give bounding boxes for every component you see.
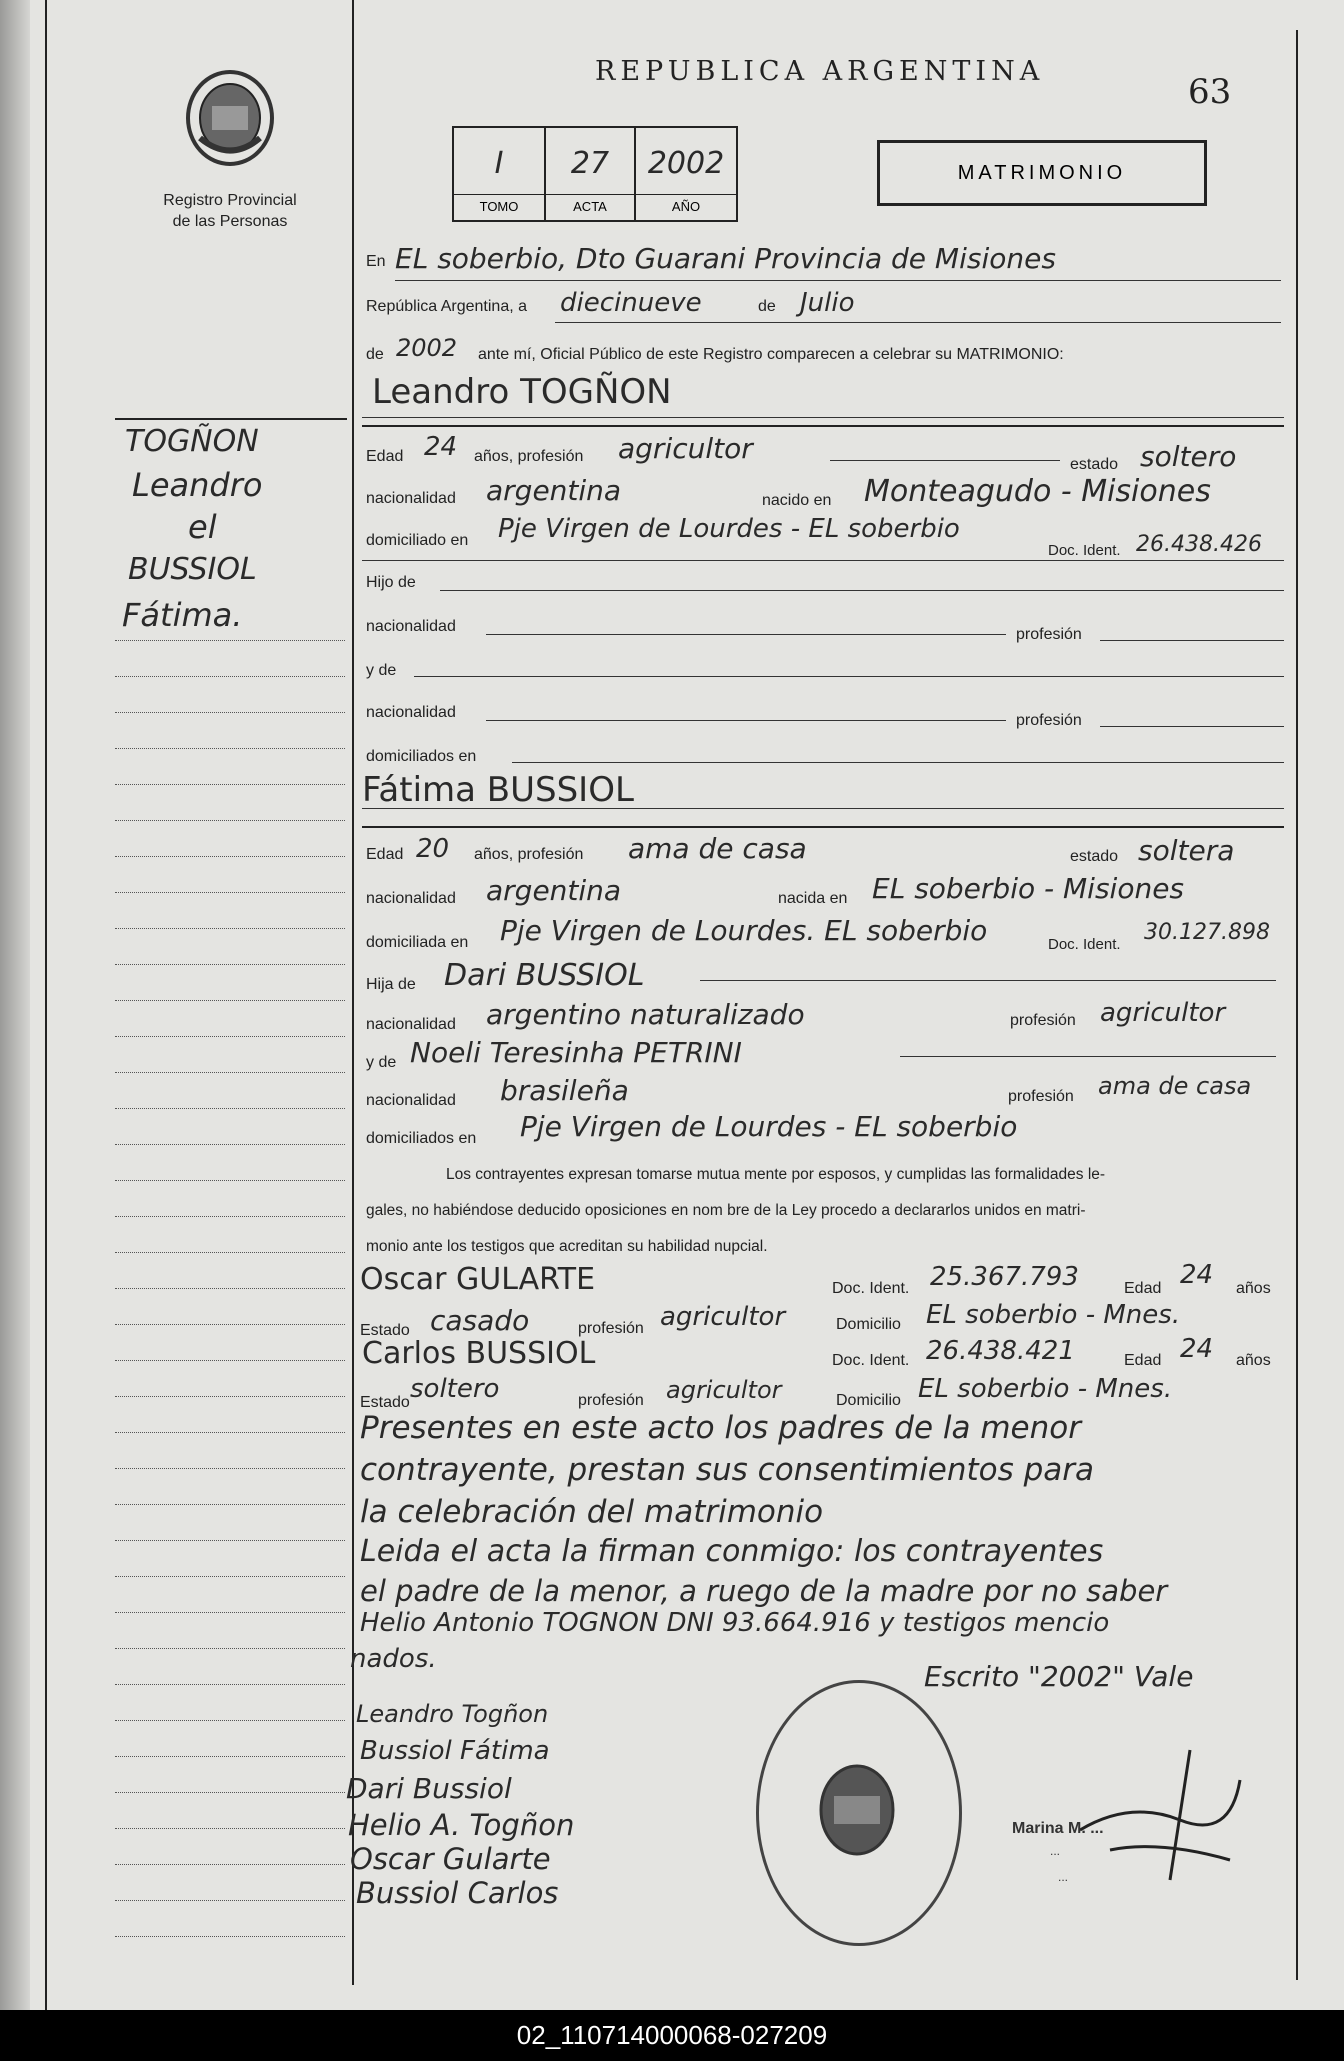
margin-note-1: TOGÑON xyxy=(125,424,259,459)
margin-ruling-line xyxy=(115,1072,345,1073)
groom-nacido-label: nacido en xyxy=(762,492,832,509)
signature-bride: Bussiol Fátima xyxy=(360,1736,550,1766)
margin-ruling-line xyxy=(115,1216,345,1217)
margin-ruling-line xyxy=(115,1288,345,1289)
witness2-estado-label: Estado xyxy=(360,1394,410,1411)
margin-ruling-line xyxy=(115,748,345,749)
groom-nac2-line xyxy=(486,634,1006,635)
witness2-domicile: EL soberbio - Mnes. xyxy=(918,1374,1173,1404)
groom-dom-label: domiciliado en xyxy=(366,532,469,549)
bride-mother-profession: ama de casa xyxy=(1098,1072,1252,1100)
witness1-domicile: EL soberbio - Mnes. xyxy=(926,1300,1181,1330)
witness2-prof-label: profesión xyxy=(578,1392,644,1409)
witness1-dom-label: Domicilio xyxy=(836,1316,901,1333)
witness1-estado-label: Estado xyxy=(360,1322,410,1339)
groom-age: 24 xyxy=(424,432,458,462)
left-margin-rule xyxy=(45,0,47,2010)
margin-note-4: BUSSIOL xyxy=(128,552,257,587)
bride-prof-f-label: profesión xyxy=(1010,1012,1076,1029)
margin-ruling-line xyxy=(115,712,345,713)
groom-yde-line xyxy=(414,676,1284,677)
margin-ruling-line xyxy=(115,1504,345,1505)
margin-ruling-line xyxy=(115,1936,345,1937)
margin-note-3: el xyxy=(188,508,217,546)
margin-ruling-line xyxy=(115,1648,345,1649)
signature-witness1: Oscar Gularte xyxy=(350,1842,551,1876)
bride-father-profession: agricultor xyxy=(1100,998,1226,1028)
margin-ruling-line xyxy=(115,1792,345,1793)
note-line-2: contrayente, prestan sus consentimientos para xyxy=(360,1452,1095,1488)
column-divider xyxy=(352,0,354,1985)
margin-ruling-line xyxy=(115,640,345,641)
bride-name-line xyxy=(362,808,1284,809)
tomo-cell xyxy=(454,128,546,220)
tomo-value: I xyxy=(494,146,504,181)
bride-dom-label: domiciliada en xyxy=(366,934,469,951)
bride-birthplace: EL soberbio - Misiones xyxy=(872,872,1185,905)
bride-nationality: argentina xyxy=(486,874,622,907)
margin-ruling-line xyxy=(115,1000,345,1001)
stamp-emblem-icon xyxy=(812,1760,902,1860)
bride-section-rule xyxy=(362,826,1284,828)
witness1-anos-label: años xyxy=(1236,1280,1271,1297)
bride-profession: ama de casa xyxy=(628,832,807,865)
margin-ruling-line xyxy=(115,1900,345,1901)
acta-value: 27 xyxy=(570,146,610,181)
margin-ruling-line xyxy=(115,1720,345,1721)
note-line-4: Leida el acta la firman conmigo: los contrayentes xyxy=(360,1534,1104,1569)
legal-text-2: gales, no habiéndose deducido oposiciones en nom bre de la Ley procedo a declararlos unidos en matri- xyxy=(366,1202,1086,1219)
signature-groom: Leandro Togñon xyxy=(356,1700,549,1728)
ano-cell xyxy=(636,128,736,220)
witness1-estado: casado xyxy=(430,1304,530,1337)
place-line xyxy=(395,280,1281,281)
groom-nac2-label: nacionalidad xyxy=(366,618,456,635)
witness2-anos-label: años xyxy=(1236,1352,1271,1369)
groom-yde-label: y de xyxy=(366,662,397,679)
note-line-7: nados. xyxy=(350,1644,437,1674)
acta-cell xyxy=(546,128,636,220)
groom-prof2-label: profesión xyxy=(1016,712,1082,729)
provincial-seal-icon xyxy=(180,68,280,168)
signature-witness2: Bussiol Carlos xyxy=(356,1876,559,1910)
margin-ruling-line xyxy=(115,1468,345,1469)
margin-ruling-line xyxy=(115,892,345,893)
margin-ruling-line xyxy=(115,1576,345,1577)
margin-ruling-line xyxy=(115,676,345,677)
marriage-month: Julio xyxy=(800,288,855,318)
groom-prof3-line xyxy=(1100,726,1284,727)
groom-domicile: Pje Virgen de Lourdes - EL soberbio xyxy=(498,514,960,544)
note-line-3: la celebración del matrimonio xyxy=(360,1494,824,1530)
bride-hija-label: Hija de xyxy=(366,976,416,993)
groom-profession: agricultor xyxy=(618,432,753,465)
bride-anos-label: años, profesión xyxy=(474,846,584,863)
margin-ruling-line xyxy=(115,1180,345,1181)
bride-doms-label: domiciliados en xyxy=(366,1130,477,1147)
groom-name-line xyxy=(362,417,1284,418)
margin-ruling-line xyxy=(115,856,345,857)
bride-nac-f-label: nacionalidad xyxy=(366,1016,456,1033)
registry-name: Registro Provincial de las Personas xyxy=(163,192,297,230)
document-type-box: MATRIMONIO xyxy=(877,140,1207,206)
margin-ruling-line xyxy=(115,1612,345,1613)
bride-domicile: Pje Virgen de Lourdes. EL soberbio xyxy=(500,914,988,947)
correction-note: Escrito "2002" Vale xyxy=(924,1660,1194,1693)
margin-ruling-line xyxy=(115,1360,345,1361)
bride-name: Fátima BUSSIOL xyxy=(362,770,634,810)
bride-prof-m-label: profesión xyxy=(1008,1088,1074,1105)
bride-nac-m-label: nacionalidad xyxy=(366,1092,456,1109)
margin-ruling-line xyxy=(115,1396,345,1397)
witness2-age: 24 xyxy=(1180,1334,1214,1364)
ano-value: 2002 xyxy=(647,146,725,181)
witness2-name: Carlos BUSSIOL xyxy=(362,1336,596,1371)
bride-mother-line xyxy=(900,1056,1276,1057)
bride-nac-label: nacionalidad xyxy=(366,890,456,907)
signature-helio: Helio A. Togñon xyxy=(348,1808,575,1842)
margin-ruling-line xyxy=(115,1252,345,1253)
margin-ruling-line xyxy=(115,1864,345,1865)
right-margin-rule xyxy=(1296,30,1298,1980)
groom-dom-line xyxy=(362,560,1284,561)
margin-ruling-line xyxy=(115,1540,345,1541)
image-id-footer: 02_110714000068-027209 xyxy=(0,2010,1344,2061)
ano-label: AÑO xyxy=(636,194,736,214)
groom-prof-label: profesión xyxy=(1016,626,1082,643)
de-label: de xyxy=(758,298,776,315)
bride-nacida-label: nacida en xyxy=(778,890,848,907)
groom-edad-label: Edad xyxy=(366,448,404,465)
official-line3: ... xyxy=(1058,1870,1069,1884)
witness1-doc: 25.367.793 xyxy=(930,1262,1079,1292)
acta-reference-box xyxy=(452,126,738,222)
en-label: En xyxy=(366,253,386,270)
margin-note-2: Leandro xyxy=(132,466,263,504)
groom-section-rule xyxy=(362,425,1284,427)
bride-father-nationality: argentino naturalizado xyxy=(486,998,805,1031)
groom-nac3-line xyxy=(486,720,1006,721)
margin-ruling-line xyxy=(115,964,345,965)
signature-father: Dari Bussiol xyxy=(346,1772,512,1805)
groom-hijo-line xyxy=(440,590,1284,591)
marriage-year: 2002 xyxy=(396,334,458,362)
country-heading: REPUBLICA ARGENTINA xyxy=(595,56,1045,87)
bride-mother: Noeli Teresinha PETRINI xyxy=(410,1036,742,1069)
margin-ruling-line xyxy=(115,1144,345,1145)
witness2-doc: 26.438.421 xyxy=(926,1336,1075,1366)
margin-ruling-line xyxy=(115,928,345,929)
bride-doc-label: Doc. Ident. xyxy=(1048,936,1121,953)
witness2-doc-label: Doc. Ident. xyxy=(832,1352,910,1369)
note-line-1: Presentes en este acto los padres de la menor xyxy=(360,1410,1081,1446)
groom-nationality: argentina xyxy=(486,474,622,507)
republica-label: República Argentina, a xyxy=(366,298,527,315)
page-number: 63 xyxy=(1188,72,1232,112)
legal-text-1: Los contrayentes expresan tomarse mutua mente por esposos, y cumplidas las formalidades le- xyxy=(446,1166,1106,1183)
margin-ruling-line xyxy=(115,784,345,785)
margin-rule xyxy=(115,418,347,420)
bride-age: 20 xyxy=(416,834,450,864)
date-line xyxy=(555,322,1281,323)
groom-doc-label: Doc. Ident. xyxy=(1048,542,1121,559)
witness1-profession: agricultor xyxy=(660,1302,786,1332)
groom-hijo-label: Hijo de xyxy=(366,574,416,591)
page-binding xyxy=(0,0,30,2010)
ante-text: ante mí, Oficial Público de este Registro comparecen a celebrar su MATRIMONIO: xyxy=(478,346,1064,363)
groom-prof-line xyxy=(830,460,1060,461)
official-signature-icon xyxy=(1070,1740,1250,1890)
groom-estado-label: estado xyxy=(1070,456,1119,473)
bride-mother-nationality: brasileña xyxy=(500,1074,629,1107)
groom-nac-label: nacionalidad xyxy=(366,490,456,507)
groom-doms-line xyxy=(512,762,1284,763)
groom-nac3-label: nacionalidad xyxy=(366,704,456,721)
groom-prof2-line xyxy=(1100,640,1284,641)
margin-ruling-line xyxy=(115,1108,345,1109)
margin-note-5: Fátima. xyxy=(122,596,243,634)
witness2-dom-label: Domicilio xyxy=(836,1392,901,1409)
margin-ruling-line xyxy=(115,1756,345,1757)
margin-ruling-line xyxy=(115,1432,345,1433)
groom-birthplace: Monteagudo - Misiones xyxy=(864,474,1211,509)
witness1-edad-label: Edad xyxy=(1124,1280,1162,1297)
tomo-label: TOMO xyxy=(454,194,544,214)
bride-father: Dari BUSSIOL xyxy=(444,958,645,993)
witness2-profession: agricultor xyxy=(666,1376,782,1404)
groom-doms-label: domiciliados en xyxy=(366,748,477,765)
margin-ruling-line xyxy=(115,1036,345,1037)
bride-parents-domicile: Pje Virgen de Lourdes - EL soberbio xyxy=(520,1110,1018,1143)
margin-ruling-line xyxy=(115,1684,345,1685)
witness1-age: 24 xyxy=(1180,1260,1214,1290)
legal-text-3: monio ante los testigos que acreditan su habilidad nupcial. xyxy=(366,1238,768,1255)
witness1-doc-label: Doc. Ident. xyxy=(832,1280,910,1297)
official-line2: ... xyxy=(1050,1844,1061,1858)
acta-label: ACTA xyxy=(546,194,634,214)
groom-doc: 26.438.426 xyxy=(1136,532,1262,557)
bride-doc: 30.127.898 xyxy=(1144,920,1270,945)
bride-yde-label: y de xyxy=(366,1054,397,1071)
note-line-6: Helio Antonio TOGNON DNI 93.664.916 y testigos mencio xyxy=(360,1608,1110,1638)
witness2-estado: soltero xyxy=(410,1374,500,1404)
official-name: Marina M. ... xyxy=(1012,1820,1104,1837)
bride-estado: soltera xyxy=(1138,834,1235,867)
groom-name: Leandro TOGÑON xyxy=(372,372,672,412)
witness2-edad-label: Edad xyxy=(1124,1352,1162,1369)
bride-edad-label: Edad xyxy=(366,846,404,863)
bride-estado-label: estado xyxy=(1070,848,1119,865)
margin-ruling-line xyxy=(115,1828,345,1829)
bride-father-line xyxy=(700,980,1276,981)
de2-label: de xyxy=(366,346,384,363)
margin-ruling-line xyxy=(115,1324,345,1325)
groom-anos-label: años, profesión xyxy=(474,448,584,465)
witness1-name: Oscar GULARTE xyxy=(360,1262,596,1297)
marriage-day: diecinueve xyxy=(560,288,702,318)
note-line-5: el padre de la menor, a ruego de la madre por no saber xyxy=(360,1574,1168,1608)
marriage-place: EL soberbio, Dto Guarani Provincia de Misiones xyxy=(395,242,1056,275)
margin-ruling-line xyxy=(115,820,345,821)
witness1-prof-label: profesión xyxy=(578,1320,644,1337)
groom-estado: soltero xyxy=(1140,440,1237,473)
